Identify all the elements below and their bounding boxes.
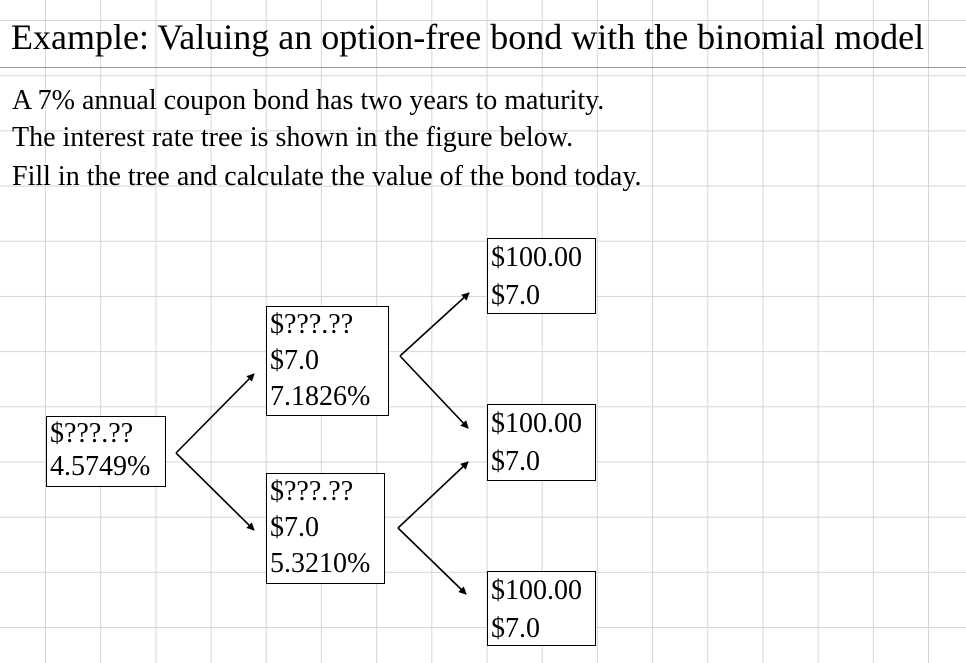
node-value: $???.?? [270,476,354,507]
branch-up-to-updown-arrow [400,356,468,428]
node-rate: 7.1826% [270,381,371,412]
node-value: $???.?? [270,309,354,340]
tree-node-year2-up-up [487,238,596,314]
tree-node-year2-up-down [487,404,596,481]
tree-node-year2-down-down [487,571,596,646]
tree-node-year1-down [266,473,385,584]
page-title: Example: Valuing an option-free bond with the binomial model [11,17,925,57]
branch-root-to-down-arrow [176,453,254,530]
node-value: $100.00 [491,408,582,439]
problem-statement-line-1: A 7% annual coupon bond has two years to maturity. [12,85,605,116]
problem-statement-line-3: Fill in the tree and calculate the value of the bond today. [12,161,642,192]
node-coupon: $7.0 [491,446,540,477]
node-coupon: $7.0 [491,280,540,311]
tree-node-year1-up [266,306,389,416]
branch-up-to-upup-arrow [400,293,469,356]
tree-node-root [46,416,166,487]
node-coupon: $7.0 [270,512,319,543]
branch-down-to-updown-arrow [398,462,468,528]
node-value: $???.?? [50,418,134,449]
branch-root-to-up-arrow [176,374,254,453]
node-rate: 4.5749% [50,451,151,482]
title-divider [0,67,966,68]
node-value: $100.00 [491,242,582,273]
node-value: $100.00 [491,575,582,606]
node-coupon: $7.0 [491,613,540,644]
branch-down-to-downdown-arrow [398,528,466,594]
problem-statement-line-2: The interest rate tree is shown in the figure below. [12,122,574,153]
node-coupon: $7.0 [270,345,319,376]
node-rate: 5.3210% [270,548,371,579]
